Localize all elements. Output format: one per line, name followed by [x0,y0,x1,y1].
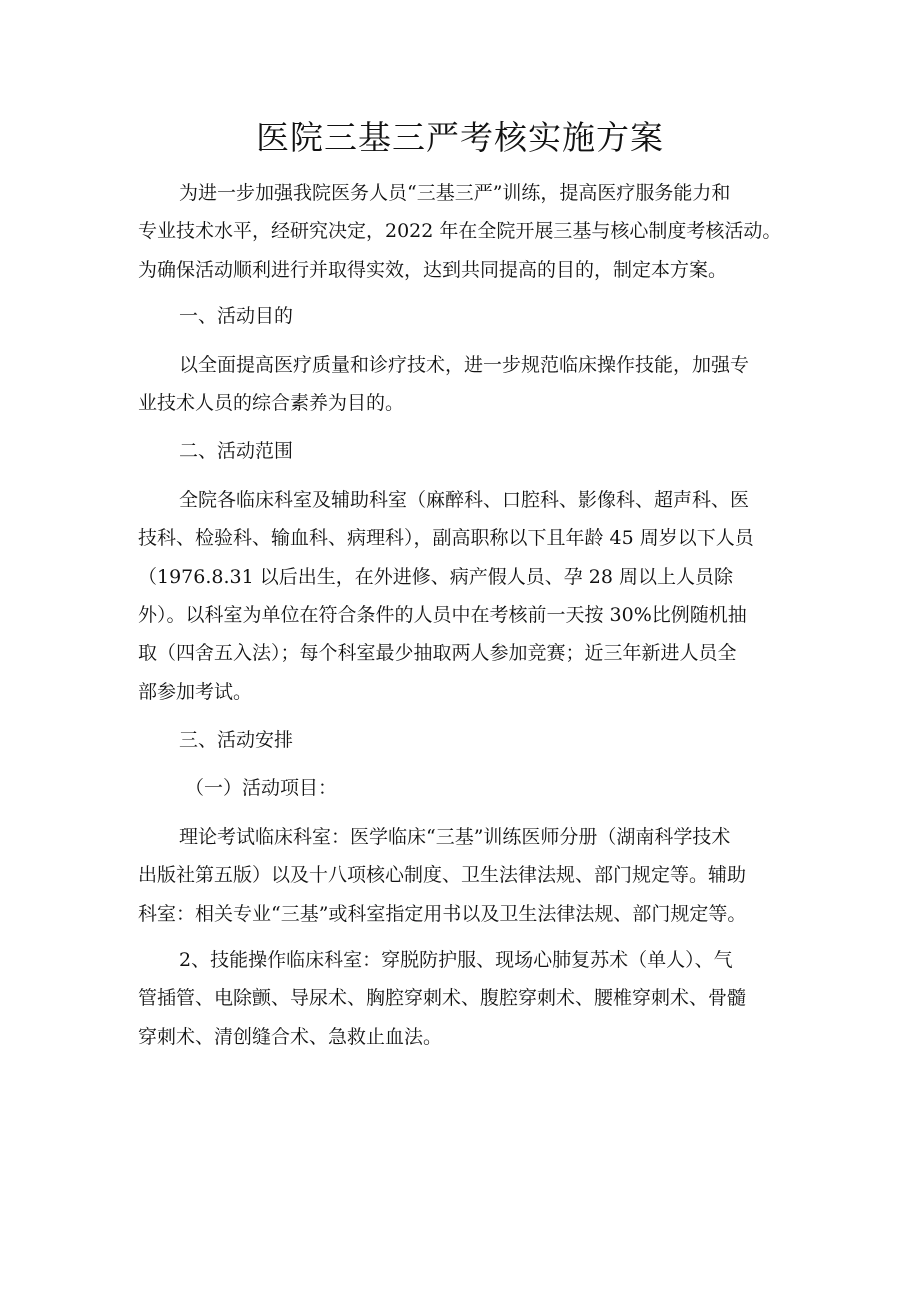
section-heading-arrangement [138,721,790,759]
paragraph-line: （1976.8.31 以后出生，在外进修、病产假人员、孕 28 周以上人员除 [138,565,733,588]
paragraph-line: 穿刺术、清创缝合术、急救止血法。 [138,1025,443,1048]
purpose-paragraph [138,346,790,423]
skills-exam-paragraph [138,941,790,1056]
paragraph-line: 技科、检验科、输血科、病理科），副高职称以下且年龄 45 周岁以下人员 [138,527,754,550]
paragraph-line: 以全面提高医疗质量和诊疗技术，进一步规范临床操作技能，加强专 [179,353,750,376]
section-heading: 二、活动范围 [179,440,294,463]
paragraph-line: 部参加考试。 [138,680,253,703]
document-title: 医院三基三严考核实施方案 [256,118,664,157]
scope-paragraph [138,481,790,711]
subsection-heading-items [138,769,790,807]
document-body [138,174,790,1056]
paragraph-line: 2、技能操作临床科室：穿脱防护服、现场心肺复苏术（单人）、气 [179,949,733,972]
paragraph-line: 科室：相关专业“三基”或科室指定用书以及卫生法律法规、部门规定等。 [138,902,747,925]
intro-paragraph [138,174,790,289]
paragraph-line: 全院各临床科室及辅助科室（麻醉科、口腔科、影像科、超声科、医 [179,488,750,511]
paragraph-line: 为进一步加强我院医务人员“三基三严”训练，提高医疗服务能力和 [179,182,731,204]
paragraph-line: 出版社第五版）以及十八项核心制度、卫生法律法规、部门规定等。辅助 [138,864,747,887]
paragraph-line: 管插管、电除颤、导尿术、胸腔穿刺术、腹腔穿刺术、腰椎穿刺术、骨髓 [138,987,747,1010]
paragraph-line: 理论考试临床科室：医学临床“三基”训练医师分册（湖南科学技术 [179,825,731,848]
paragraph-line: 业技术人员的综合素养为目的。 [138,391,405,414]
paragraph-line: 为确保活动顺利进行并取得实效，达到共同提高的目的，制定本方案。 [138,258,728,281]
theory-exam-paragraph [138,818,790,933]
paragraph-line: 外）。以科室为单位在符合条件的人员中在考核前一天按 30%比例随机抽 [138,603,747,626]
section-heading: 一、活动目的 [179,305,294,328]
section-heading: 三、活动安排 [179,729,294,752]
paragraph-line: 专业技术水平，经研究决定，2022 年在全院开展三基与核心制度考核活动。 [138,220,782,243]
paragraph-line: 取（四舍五入法）；每个科室最少抽取两人参加竞赛；近三年新进人员全 [138,642,737,665]
section-heading-purpose [138,297,790,335]
section-heading-scope [138,432,790,470]
subsection-heading: （一）活动项目： [185,777,338,800]
